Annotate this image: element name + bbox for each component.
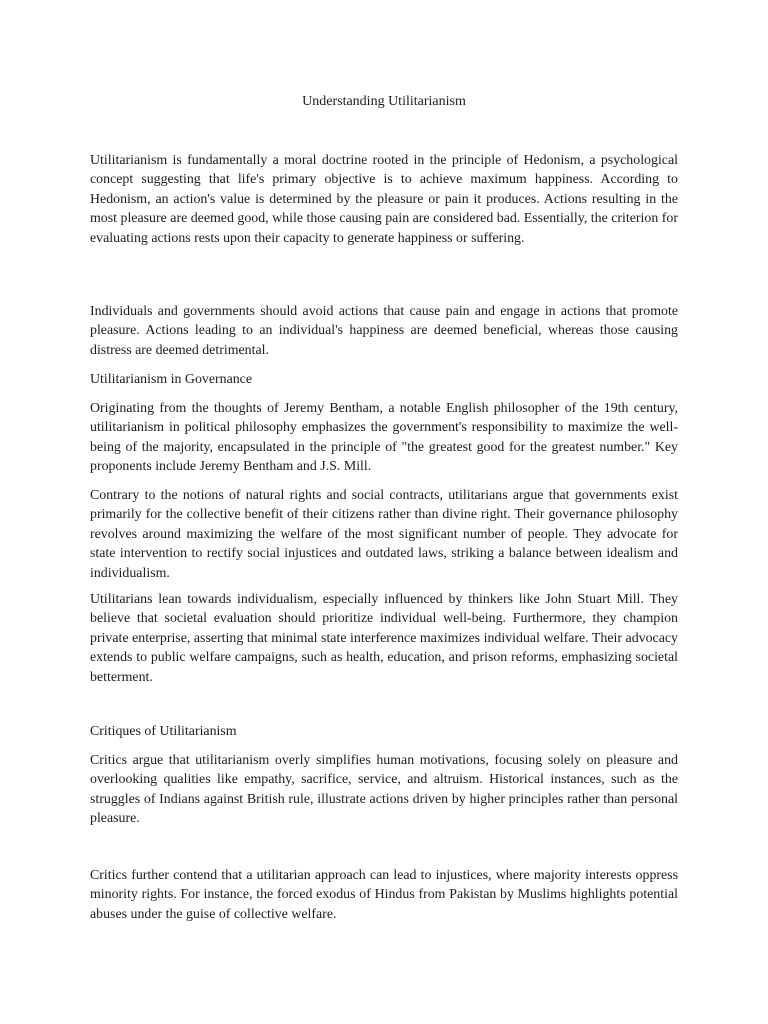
section-heading-governance: Utilitarianism in Governance (90, 372, 253, 387)
paragraph-pain-pleasure: Individuals and governments should avoid actions that cause pain and engage in actions that promote pleasure. Actions leading to an individual's happiness are deemed beneficial, whereas those causing distress are deemed detrimental. (90, 304, 678, 358)
paragraph-natural-rights: Contrary to the notions of natural rights and social contracts, utilitarians argue that governments exist primarily for the collective benefit of their citizens rather than divine right. Their governance philosophy revolves around maximizing the welfare of the most significant number of people. They advocate for state intervention to rectify social injustices and outdated laws, striking a balance between idealism and individualism. (90, 488, 678, 581)
paragraph-critics-motivations: Critics argue that utilitarianism overly simplifies human motivations, focusing solely on pleasure and overlooking qualities like empathy, sacrifice, service, and altruism. Historical instances, such as the struggles of Indians against British rule, illustrate actions driven by higher principles rather than personal pleasure. (90, 753, 678, 827)
paragraph-bentham: Originating from the thoughts of Jeremy Bentham, a notable English philosopher of the 19th century, utilitarianism in political philosophy emphasizes the government's responsibility to maximize the well-being of the majority, encapsulated in the principle of "the greatest good for the greatest number." Key proponents include Jeremy Bentham and J.S. Mill. (90, 401, 678, 475)
paragraph-individualism: Utilitarians lean towards individualism, especially influenced by thinkers like John Stuart Mill. They believe that societal evaluation should prioritize individual well-being. Furthermore, they champion private enterprise, asserting that minimal state interference maximizes individual welfare. Their advocacy extends to public welfare campaigns, such as health, education, and prison reforms, emphasizing societal betterment. (90, 592, 678, 685)
section-heading-critiques: Critiques of Utilitarianism (90, 724, 237, 739)
paragraph-hedonism: Utilitarianism is fundamentally a moral doctrine rooted in the principle of Hedonism, a psychological concept suggesting that life's primary objective is to achieve maximum happiness. According to Hedonism, an action's value is determined by the pleasure or pain it produces. Actions resulting in the most pleasure are deemed good, while those causing pain are considered bad. Essentially, the criterion for evaluating actions rests upon their capacity to generate happiness or suffering. (90, 153, 678, 246)
paragraph-critics-injustices: Critics further contend that a utilitarian approach can lead to injustices, where majority interests oppress minority rights. For instance, the forced exodus of Hindus from Pakistan by Muslims highlights potential abuses under the guise of collective welfare. (90, 868, 678, 922)
document-title: Understanding Utilitarianism (302, 94, 466, 109)
